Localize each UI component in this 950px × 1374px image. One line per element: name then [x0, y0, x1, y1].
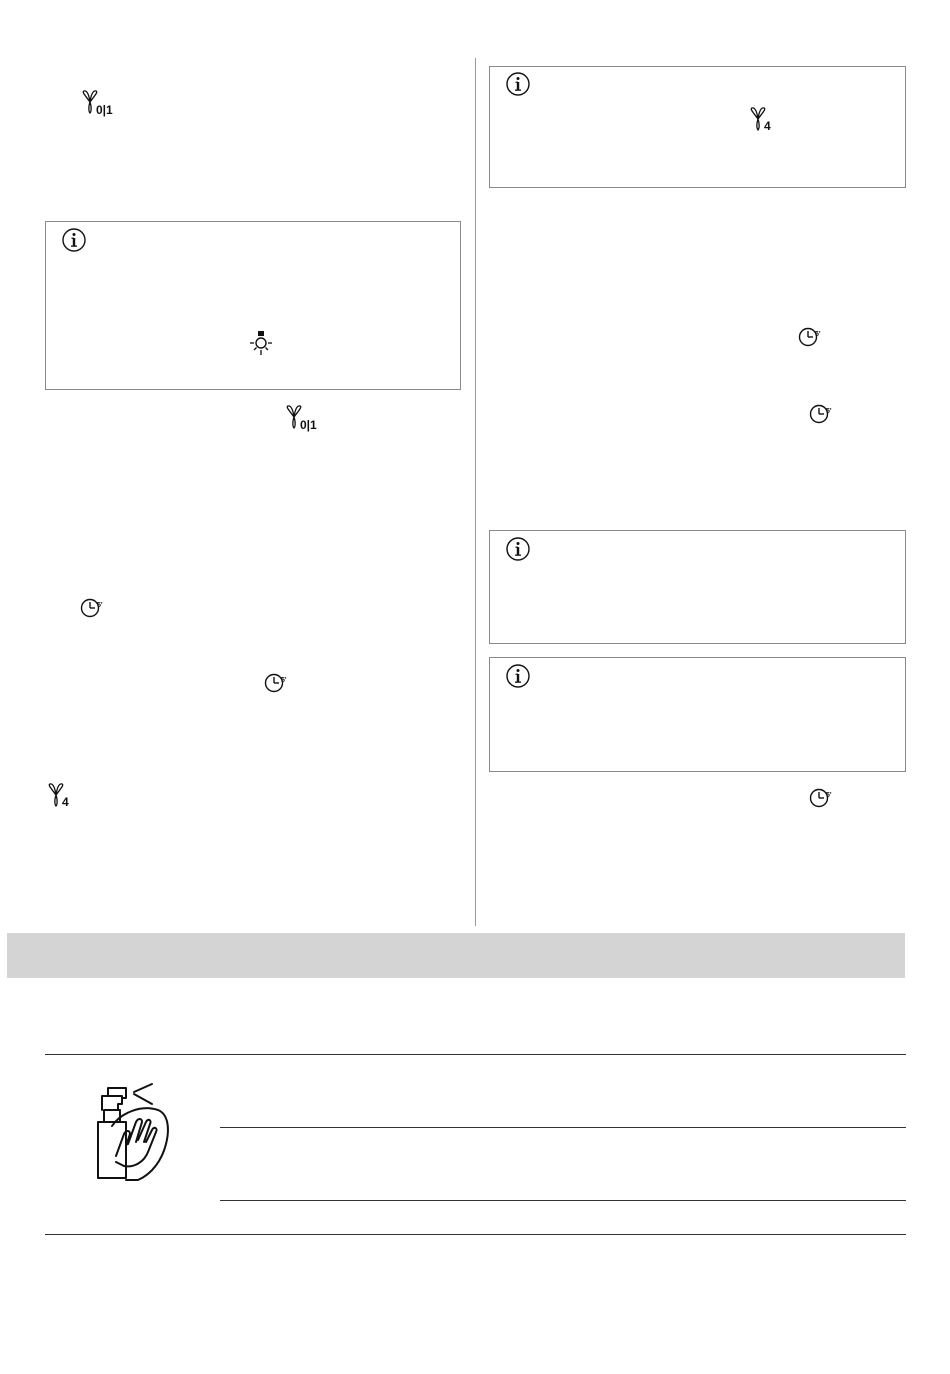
- clock-icon: [809, 403, 837, 427]
- info-icon: [506, 664, 530, 688]
- fan-power-label: 0|1: [300, 418, 317, 432]
- fan-power-symbol: [80, 90, 122, 123]
- column-divider: [475, 58, 476, 926]
- fan-power-symbol: [284, 405, 326, 438]
- info-note-box: [45, 221, 461, 390]
- info-note-box: [489, 530, 906, 644]
- fan-speed-label: 4: [764, 119, 771, 133]
- timer-symbol: [80, 597, 108, 626]
- timer-label: 5': [826, 408, 832, 415]
- clock-icon: [80, 597, 108, 621]
- timer-symbol: [809, 787, 837, 816]
- timer-label: 5': [826, 792, 832, 799]
- clock-icon: [264, 672, 292, 696]
- table-row-rule: [220, 1127, 906, 1128]
- timer-label: 5': [281, 677, 287, 684]
- clock-icon: [798, 326, 826, 350]
- timer-label: 5': [97, 602, 103, 609]
- info-icon: [62, 228, 86, 252]
- timer-label: 5': [815, 331, 821, 338]
- timer-symbol: [264, 672, 292, 701]
- fan-speed-label: 4: [62, 795, 69, 809]
- info-note-box: [489, 657, 906, 772]
- lamp-icon: [248, 330, 274, 358]
- info-note-box: [489, 66, 906, 188]
- timer-symbol: [809, 403, 837, 432]
- fan-power-label: 0|1: [96, 103, 113, 117]
- table-bottom-rule: [45, 1234, 906, 1235]
- spray-cleaning-icon: [92, 1082, 172, 1182]
- info-icon: [506, 72, 530, 96]
- fan-speed-symbol: [748, 107, 784, 140]
- table-top-rule: [45, 1054, 906, 1055]
- clock-icon: [809, 787, 837, 811]
- section-heading-band: [7, 933, 905, 978]
- fan-speed-symbol: [46, 783, 82, 816]
- timer-symbol: [798, 326, 826, 355]
- table-row-rule: [220, 1200, 906, 1201]
- info-icon: [506, 537, 530, 561]
